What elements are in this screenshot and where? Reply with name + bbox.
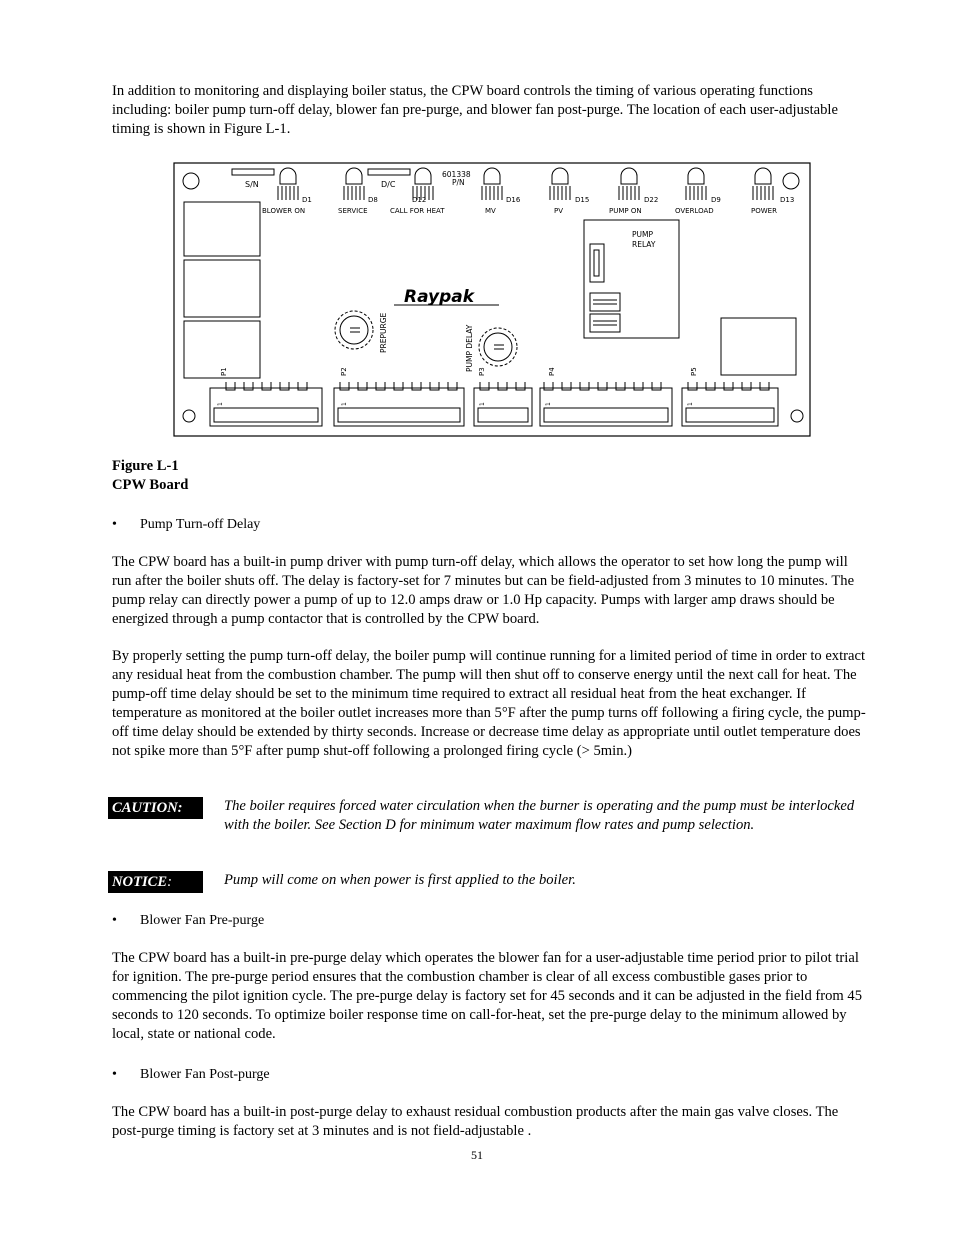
svg-text:POWER: POWER <box>751 207 777 215</box>
svg-text:D13: D13 <box>780 196 795 204</box>
svg-text:OVERLOAD: OVERLOAD <box>675 207 714 215</box>
notice-label: NOTICE: <box>108 871 203 893</box>
prepurge-paragraph: The CPW board has a built-in pre-purge delay which operates the blower fan for a user-adjustable time period prior to pilot trial for ignition. The pre-purge period ensures that the combustion chamber is clear of all excess combustible gases prior to commencing the pilot ignition cycle. The pre-purge delay is factory set for 45 seconds and it can be adjusted in the field from 45 seconds to 120 seconds. To optimize boiler response time on call-for-heat, set the pre-purge delay to the minimum allowed by local, state or national code. <box>112 950 863 1042</box>
svg-text:CALL FOR HEAT: CALL FOR HEAT <box>390 207 445 215</box>
svg-text:BLOWER ON: BLOWER ON <box>262 207 306 215</box>
page-number: 51 <box>471 1148 483 1162</box>
postpurge-paragraph: The CPW board has a built-in post-purge delay to exhaust residual combustion products after the main gas valve closes. The post-purge timing is factory set at 3 minutes and is not field-adjustable . <box>112 1104 839 1139</box>
part-number-sub: P/N <box>452 178 465 187</box>
svg-text:1: 1 <box>479 402 486 406</box>
svg-text:1: 1 <box>217 402 224 406</box>
notice-text: Pump will come on when power is first applied to the boiler. <box>224 872 576 888</box>
svg-text:D16: D16 <box>506 196 521 204</box>
svg-text:PUMP: PUMP <box>632 230 654 239</box>
pump-heading: Pump Turn-off Delay <box>140 517 261 532</box>
bullet-postpurge: • Blower Fan Post-purge <box>112 1067 270 1082</box>
svg-text:P5: P5 <box>690 367 698 376</box>
prepurge-heading: Blower Fan Pre-purge <box>140 913 265 928</box>
cpw-board-diagram <box>172 160 814 440</box>
intro-paragraph: In addition to monitoring and displaying boiler status, the CPW board controls the timing of various operating functions including: boiler pump turn-off delay, blower fan pre-purge, and blower fan post-purge. The location of each user-adjustable timing is shown in Figure L-1. <box>112 83 838 137</box>
dc-label: D/C <box>381 180 396 189</box>
svg-text:P3: P3 <box>478 367 486 376</box>
bullet-char: • <box>112 517 117 532</box>
svg-text:PREPURGE: PREPURGE <box>379 312 388 353</box>
figure-caption-number: Figure L-1 <box>112 458 179 474</box>
part-number: 601338 <box>442 170 471 179</box>
postpurge-heading: Blower Fan Post-purge <box>140 1067 270 1082</box>
svg-text:MV: MV <box>485 207 496 215</box>
svg-text:D8: D8 <box>368 196 378 204</box>
pump-paragraph-1: The CPW board has a built-in pump driver with pump turn-off delay, which allows the operator to set how long the pump will run after the boiler shuts off. The delay is factory-set for 7 minutes but can be field-adjusted from 3 minutes to 10 minutes. The pump relay can directly power a pump of up to 12.0 amps draw or 1.0 Hp capacity. Pumps with larger amp draws should be energized through a pump contactor that is controlled by the CPW board. <box>112 554 855 627</box>
sn-label: S/N <box>245 180 259 189</box>
svg-text:D9: D9 <box>711 196 721 204</box>
bullet-pump-turnoff <box>112 515 260 534</box>
svg-text:D22: D22 <box>644 196 659 204</box>
svg-text:Raypak: Raypak <box>404 287 475 307</box>
svg-text:RELAY: RELAY <box>632 240 656 249</box>
svg-text:D15: D15 <box>575 196 590 204</box>
svg-text:PUMP ON: PUMP ON <box>609 207 642 215</box>
svg-text:1: 1 <box>545 402 552 406</box>
svg-text:P2: P2 <box>340 367 348 376</box>
caution-label: CAUTION: <box>108 797 203 819</box>
svg-text:P4: P4 <box>548 367 556 376</box>
caution-text: The boiler requires forced water circulation when the burner is operating and the pump must be interlocked with the boiler. See Section D for minimum water maximum flow rates and pump selection. <box>224 798 855 833</box>
svg-text:D1: D1 <box>302 196 312 204</box>
svg-text:1: 1 <box>687 402 694 406</box>
svg-text:PV: PV <box>554 207 564 215</box>
svg-text:P1: P1 <box>220 367 228 376</box>
svg-text:1: 1 <box>341 402 348 406</box>
pump-paragraph-2: By properly setting the pump turn-off delay, the boiler pump will continue running for a limited period of time in order to extract any residual heat from the combustion chamber. The pump will then shut off to conserve energy until the next call for heat. The pump-off time delay should be set to the minimum time required to extract all residual heat from the heat exchanger. If temperature as monitored at the boiler outlet increases more than 5°F after the pump turns off following a firing cycle, the pump-off time delay should be extended by thirty seconds. Increase or decrease time delay as appropriate until outlet temperature does not spike more than 5°F after pump shut-off following a prolonged firing cycle (> 5min.) <box>112 648 866 759</box>
bullet-prepurge: • Blower Fan Pre-purge <box>112 913 265 928</box>
svg-text:SERVICE: SERVICE <box>338 207 368 215</box>
svg-text:D12: D12 <box>412 196 427 204</box>
svg-text:PUMP DELAY: PUMP DELAY <box>465 324 474 372</box>
figure-caption-title: CPW Board <box>112 477 189 493</box>
